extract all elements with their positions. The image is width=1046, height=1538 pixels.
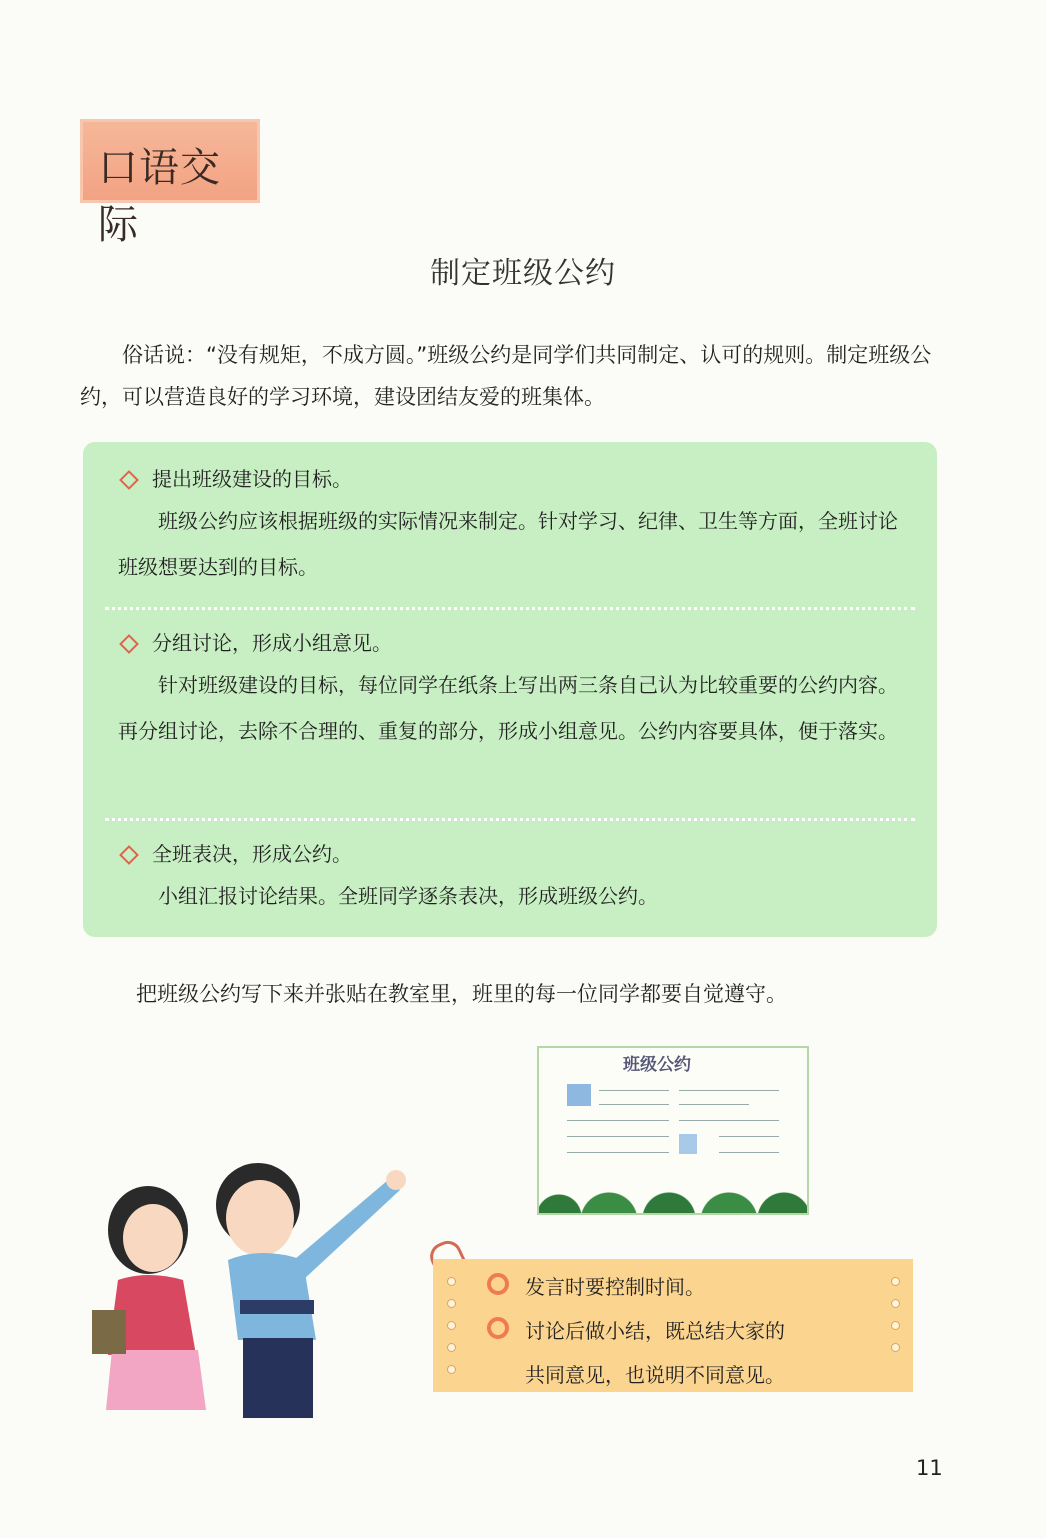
step-3-body: 小组汇报讨论结果。全班同学逐条表决，形成班级公约。 — [158, 884, 658, 908]
steps-box — [83, 442, 937, 937]
poster-picture-icon — [567, 1084, 591, 1106]
step-3-heading: 全班表决，形成公约。 — [152, 842, 352, 866]
poster-title: 班级公约 — [617, 1050, 697, 1075]
step-2 — [118, 624, 913, 754]
step-1 — [118, 460, 913, 590]
children-illustration — [88, 1150, 418, 1420]
dotted-divider — [105, 818, 915, 821]
diamond-bullet-icon — [119, 470, 139, 490]
step-1-heading: 提出班级建设的目标。 — [152, 467, 352, 491]
page-title: 制定班级公约 — [430, 256, 616, 291]
closing-paragraph: 把班级公约写下来并张贴在教室里，班里的每一位同学都要自觉遵守。 — [136, 982, 787, 1006]
step-2-body: 针对班级建设的目标，每位同学在纸条上写出两三条自己认为比较重要的公约内容。再分组讨论，去除不合理的、重复的部分，形成小组意见。公约内容要具体，便于落实。 — [118, 673, 898, 743]
circle-bullet-icon — [487, 1273, 509, 1295]
tip-note — [433, 1259, 913, 1392]
dotted-divider — [105, 607, 915, 610]
diamond-bullet-icon — [119, 845, 139, 865]
section-badge — [80, 119, 260, 248]
poster-picture-icon — [679, 1134, 697, 1154]
poster-hills-decoration — [539, 1177, 807, 1213]
step-2-heading: 分组讨论，形成小组意见。 — [152, 631, 392, 655]
step-1-body: 班级公约应该根据班级的实际情况来制定。针对学习、纪律、卫生等方面，全班讨论班级想要达到的目标。 — [118, 509, 898, 579]
circle-bullet-icon — [487, 1317, 509, 1339]
section-badge-label: 口语交际 — [98, 145, 221, 248]
class-rules-poster — [537, 1046, 809, 1215]
diamond-bullet-icon — [119, 634, 139, 654]
tip-2-text-cont: 共同意见，也说明不同意见。 — [525, 1363, 785, 1387]
intro-paragraph: 俗话说：“没有规矩，不成方圆。”班级公约是同学们共同制定、认可的规则。制定班级公约，可以营造良好的学习环境，建设团结友爱的班集体。 — [80, 343, 932, 409]
tip-1-text: 发言时要控制时间。 — [525, 1275, 705, 1299]
tip-2-text: 讨论后做小结，既总结大家的 — [525, 1319, 785, 1343]
page-number: 11 — [916, 1456, 943, 1480]
step-3 — [118, 835, 913, 919]
